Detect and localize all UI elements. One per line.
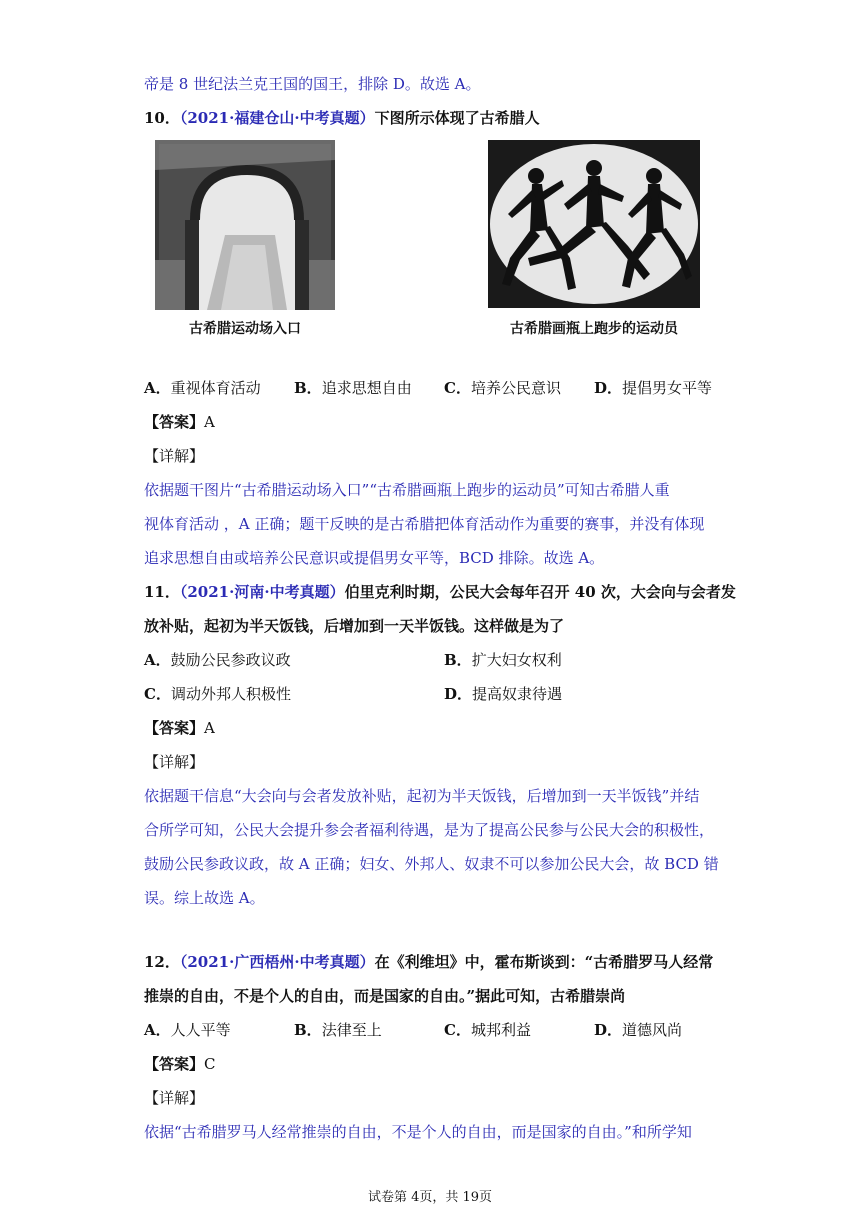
figure-right-caption: 古希腊画瓶上跑步的运动员: [510, 321, 678, 337]
figure-left-caption: 古希腊运动场入口: [189, 321, 301, 337]
detail-line: 依据“古希腊罗马人经常推崇的自由，不是个人的自由，而是国家的自由。”和所学知: [144, 1123, 692, 1141]
answer-line: 【答案】A: [144, 719, 215, 737]
question-11-stem: [144, 582, 736, 602]
question-text: 在《利维坦》中，霍布斯谈到：“古希腊罗马人经常: [374, 953, 714, 971]
option-a: A．重视体育活动: [144, 379, 261, 397]
option-c: C．城邦利益: [444, 1021, 531, 1039]
question-number: 11．: [144, 583, 180, 601]
page-footer: 试卷第 4页，共 19页: [367, 1190, 493, 1205]
detail-line: 误。综上故选 A。: [144, 889, 265, 907]
detail-line: 依据题干信息“大会向与会者发放补贴，起初为半天饭钱，后增加到一天半饭钱”并结: [144, 787, 700, 805]
question-text: 下图所示体现了古希腊人: [374, 109, 540, 127]
question-source: （2021·河南·中考真题）: [179, 583, 345, 601]
detail-label: 【详解】: [144, 1089, 205, 1107]
question-source: （2021·福建仓山·中考真题）: [179, 109, 375, 127]
option-c: C．培养公民意识: [444, 379, 561, 397]
question-12-stem: [144, 952, 713, 972]
detail-line: 追求思想自由或培养公民意识或提倡男女平等，BCD 排除。故选 A。: [144, 549, 605, 567]
detail-line: 合所学可知，公民大会提升参会者福利待遇，是为了提高公民参与公民大会的积极性，: [144, 821, 715, 839]
detail-line: 视体育活动 ，A 正确；题干反映的是古希腊把体育活动作为重要的赛事，并没有体现: [144, 515, 705, 533]
detail-line: 鼓励公民参政议政，故 A 正确；妇女、外邦人、奴隶不可以参加公民大会，故 BCD 错: [144, 855, 719, 873]
question-number: 12．: [144, 953, 180, 971]
option-b: B．扩大妇女权利: [444, 651, 562, 669]
question-text: 放补贴，起初为半天饭钱，后增加到一天半饭钱。这样做是为了: [144, 617, 565, 635]
vase-runners-image: [488, 140, 700, 308]
option-d: D．道德风尚: [594, 1021, 683, 1039]
detail-line: 依据题干图片“古希腊运动场入口”“古希腊画瓶上跑步的运动员”可知古希腊人重: [144, 481, 670, 499]
answer-line: 【答案】A: [144, 413, 215, 431]
option-a: A．人人平等: [144, 1021, 231, 1039]
option-d: D．提高奴隶待遇: [444, 685, 563, 703]
option-b: B．追求思想自由: [294, 379, 412, 397]
question-10-stem: [144, 108, 540, 128]
option-b: B．法律至上: [294, 1021, 382, 1039]
detail-continuation: 帝是 8 世纪法兰克王国的国王，排除 D。故选 A。: [144, 75, 481, 93]
question-number: 10．: [144, 109, 180, 127]
option-d: D．提倡男女平等: [594, 379, 713, 397]
option-c: C．调动外邦人积极性: [144, 685, 291, 703]
question-source: （2021·广西梧州·中考真题）: [179, 953, 375, 971]
question-text: 伯里克利时期，公民大会每年召开 40 次，大会向与会者发: [344, 583, 736, 601]
answer-line: 【答案】C: [144, 1055, 216, 1073]
detail-label: 【详解】: [144, 753, 205, 771]
detail-label: 【详解】: [144, 447, 205, 465]
option-a: A．鼓励公民参政议政: [144, 651, 291, 669]
question-text: 推崇的自由，不是个人的自由，而是国家的自由。”据此可知，古希腊崇尚: [144, 987, 626, 1005]
stadium-entrance-image: [155, 140, 335, 310]
